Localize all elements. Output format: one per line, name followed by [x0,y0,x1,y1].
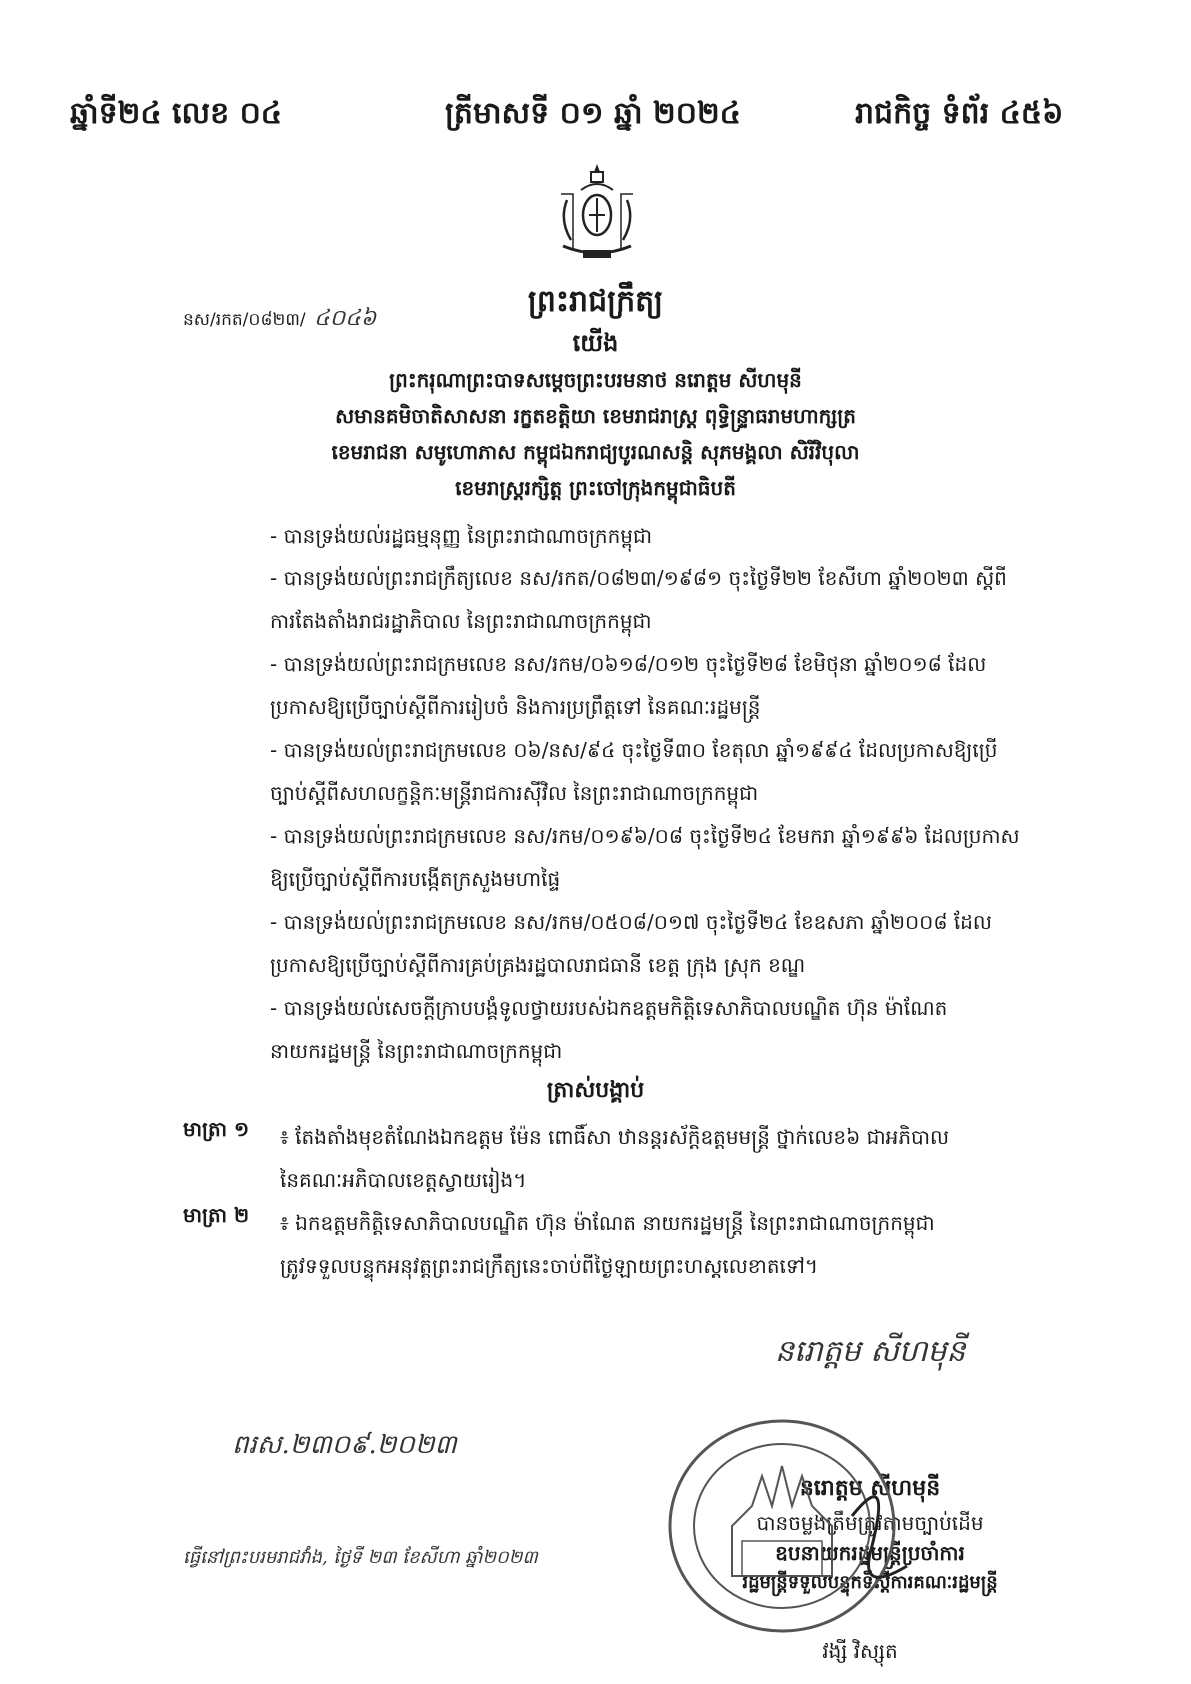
signatory-name: នរោត្តម សីហមុនី [799,1476,941,1501]
clause-line: ប្រកាសឱ្យប្រើច្បាប់ស្តីពីការគ្រប់គ្រងរដ្ឋបាលរាជធានី ខេត្ត ក្រុង ស្រុក ខណ្ឌ [270,953,806,977]
gazette-quarter: ត្រីមាសទី ០១ ឆ្នាំ ២០២៤ [445,96,741,131]
clause-line: ឱ្យប្រើច្បាប់ស្តីពីការបង្កើតក្រសួងមហាផ្ទៃ [270,867,561,891]
clause-2 [270,557,1025,643]
gazette-page: រាជកិច្ច ទំព័រ ៤៥៦ [855,96,1064,131]
place-and-date: ធ្វើនៅព្រះបរមរាជវាំង, ថ្ងៃទី ២៣ ខែសីហា ឆ្នាំ២០២៣ [183,1547,538,1568]
reference-number-handwritten: ៤០៤៦ [314,306,377,331]
we-heading: យើង [572,329,619,357]
clause-line: នាយករដ្ឋមន្ត្រី នៃព្រះរាជាណាចក្រកម្ពុជា [270,1039,563,1063]
clause-7 [270,987,1025,1073]
pc-date-handwritten: ពរស.២៣០៩.២០២៣ [232,1430,457,1460]
gazette-year-issue: ឆ្នាំទី២៤ លេខ ០៤ [70,96,283,131]
clause-line: - បានទ្រង់យល់រដ្ឋធម្មនុញ្ញ នៃព្រះរាជាណាចក្រកម្ពុជា [270,524,653,548]
royal-signature: នរោត្តម សីហមុនី [775,1334,966,1369]
clause-4 [270,729,1025,815]
minister-name: វង្សី វិស្សុត [822,1639,898,1663]
clause-6 [270,901,1025,987]
royal-title-line-1: ព្រះករុណាព្រះបាទសម្តេចព្រះបរមនាថ នរោត្តម សីហមុនី [389,368,802,392]
royal-title-line-2: សមានគមិចាតិសាសនា រក្ខតខត្តិយា ខេមរាជរាស្ត្រ ពុទ្ធិន្ទ្រាធរាមហាក្សត្រ [335,404,856,428]
clause-line: ច្បាប់ស្តីពីសហលក្ខន្តិកៈមន្ត្រីរាជការស៊ីវិល នៃព្រះរាជាណាចក្រកម្ពុជា [270,781,759,805]
clause-line: - បានទ្រង់យល់ព្រះរាជក្រមលេខ នស/រកម/០៥០៨/០១៧ ចុះថ្ងៃទី២៤ ខែឧសភា ឆ្នាំ២០០៨ ដែល [270,910,992,934]
reference-number: នស/រកត/០៨២៣/ [183,310,306,330]
clause-line: - បានទ្រង់យល់សេចក្តីក្រាបបង្គំទូលថ្វាយរបស់ឯកឧត្តមកិត្តិទេសាភិបាលបណ្ឌិត ហ៊ុន ម៉ាណែត [270,996,948,1020]
article-2-label: មាត្រា ២ [183,1203,250,1227]
document-title: ព្រះរាជក្រឹត្យ [527,284,664,319]
royal-title-line-3: ខេមរាជនា សមូហោភាស កម្ពុជឯករាជ្យបូរណសន្តិ សុភមង្គលា សិរីវិបុលា [331,440,860,464]
article-line: ត្រូវទទួលបន្ទុកអនុវត្តព្រះរាជក្រឹត្យនេះចាប់ពីថ្ងៃឡាយព្រះហស្តលេខាតទៅ។ [280,1254,819,1278]
royal-coat-of-arms-icon [553,160,641,270]
article-1-label: មាត្រា ១ [183,1117,250,1141]
article-line: នៃគណៈអភិបាលខេត្តស្វាយរៀង។ [280,1168,527,1192]
clause-5 [270,815,1025,901]
clause-line: ប្រកាសឱ្យប្រើច្បាប់ស្តីពីការរៀបចំ និងការប្រព្រឹត្តទៅ នៃគណៈរដ្ឋមន្ត្រី [270,695,761,719]
article-1-text [280,1116,1025,1202]
minister-title: រដ្ឋមន្ត្រីទទួលបន្ទុកទីស្តីការគណៈរដ្ឋមន្ត្រី [742,1572,998,1593]
clause-line: - បានទ្រង់យល់ព្រះរាជក្រឹត្យលេខ នស/រកត/០៨២៣/១៩៨១ ចុះថ្ងៃទី២២ ខែសីហា ឆ្នាំ២០២៣ ស្តីពី [270,566,1007,590]
clause-line: ការតែងតាំងរាជរដ្ឋាភិបាល នៃព្រះរាជាណាចក្រកម្ពុជា [270,609,652,633]
decree-heading: ត្រាស់បង្គាប់ [546,1078,645,1103]
clause-3 [270,643,1025,729]
article-line: ៖ ឯកឧត្តមកិត្តិទេសាភិបាលបណ្ឌិត ហ៊ុន ម៉ាណែត នាយករដ្ឋមន្ត្រី នៃព្រះរាជាណាចក្រកម្ពុជា [280,1211,935,1235]
deputy-pm-title: ឧបនាយករដ្ឋមន្ត្រីប្រចាំការ [775,1541,965,1565]
clause-line: - បានទ្រង់យល់ព្រះរាជក្រមលេខ នស/រកម/០៦១៨/០១២ ចុះថ្ងៃទី២៨ ខែមិថុនា ឆ្នាំ២០១៨ ដែល [270,652,987,676]
article-2-text [280,1202,1025,1288]
clause-line: - បានទ្រង់យល់ព្រះរាជក្រមលេខ ០៦/នស/៩៤ ចុះថ្ងៃទី៣០ ខែតុលា ឆ្នាំ១៩៩៤ ដែលប្រកាសឱ្យប្រើ [270,738,998,762]
countersign-note: បានចម្លងត្រឹមត្រូវតាមច្បាប់ដើម [756,1511,984,1535]
royal-title-line-4: ខេមរាស្ត្ររក្សិត្ត ព្រះចៅក្រុងកម្ពុជាធិបតី [455,476,736,500]
official-seal-icon [662,1406,962,1646]
clause-1 [270,515,1025,558]
clause-line: - បានទ្រង់យល់ព្រះរាជក្រមលេខ នស/រកម/០១៩៦/០៨ ចុះថ្ងៃទី២៤ ខែមករា ឆ្នាំ១៩៩៦ ដែលប្រកាស [270,824,1020,848]
article-line: ៖ តែងតាំងមុខតំណែងឯកឧត្តម ម៉ែន ពោធិ៍សា ឋានន្តរស័ក្តិឧត្តមមន្ត្រី ថ្នាក់លេខ៦ ជាអភិបាល [280,1125,950,1149]
